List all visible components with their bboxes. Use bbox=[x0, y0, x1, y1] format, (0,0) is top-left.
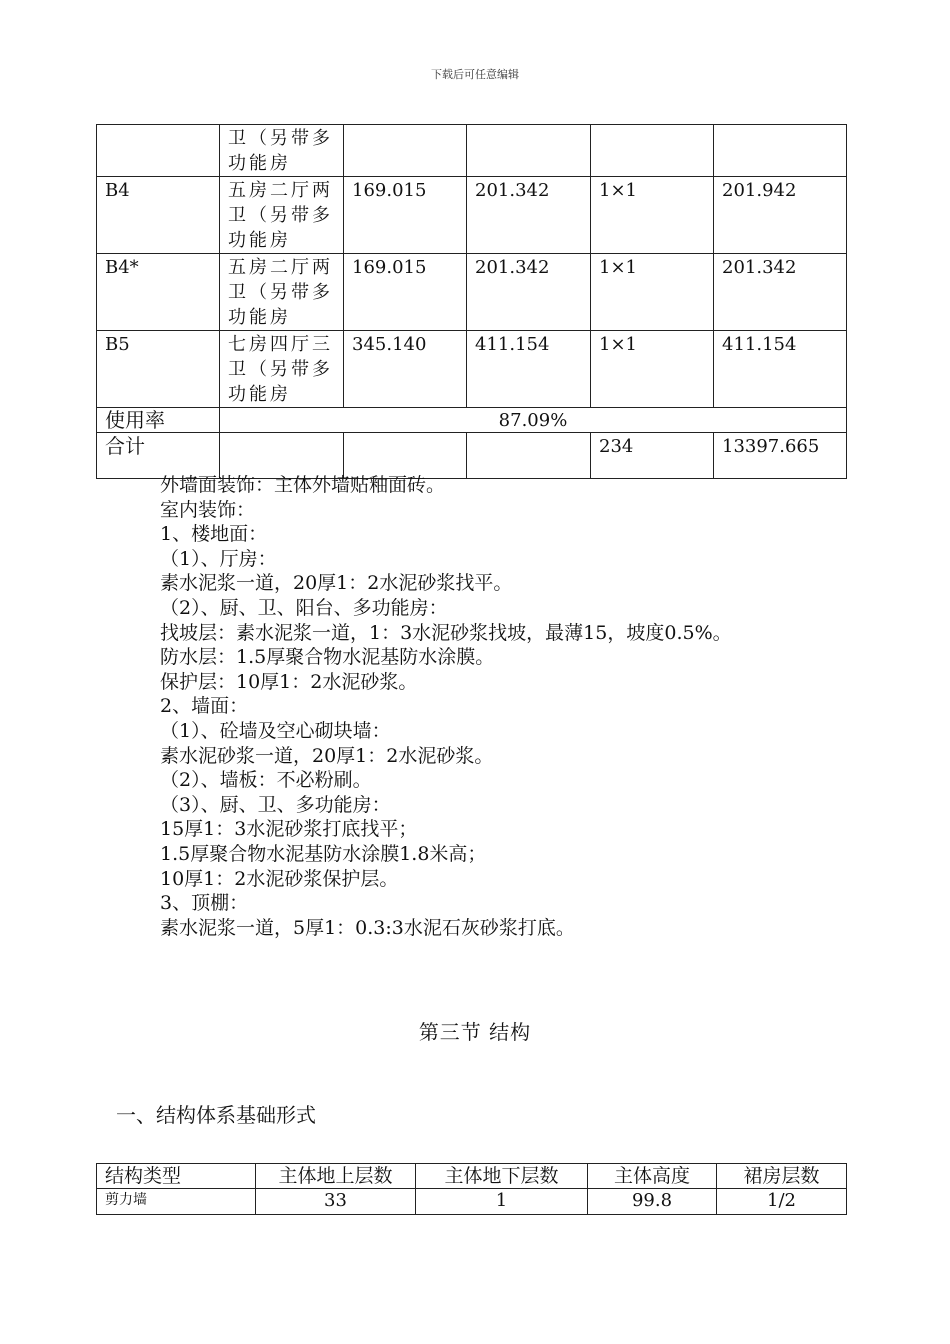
text-line: 1、楼地面： bbox=[160, 523, 268, 546]
table-row bbox=[97, 1189, 847, 1215]
header-cell: 结构类型 bbox=[97, 1164, 256, 1189]
table-row bbox=[97, 177, 847, 254]
cell-total: 201.342 bbox=[714, 254, 847, 331]
header-cell: 主体高度 bbox=[588, 1164, 717, 1189]
text-line: 15厚1：3水泥砂浆打底找平； bbox=[160, 818, 418, 841]
cell-name: 七房四厅三卫（另带多功能房 bbox=[220, 331, 344, 408]
sum-count: 234 bbox=[591, 433, 714, 479]
text-line: 素水泥砂浆一道，20厚1：2水泥砂浆。 bbox=[160, 744, 494, 767]
table-row bbox=[97, 254, 847, 331]
cell-total: 411.154 bbox=[714, 331, 847, 408]
decoration-spec-text bbox=[160, 473, 860, 940]
cell-type: B4* bbox=[97, 254, 220, 331]
page-header-note: 下载后可任意编辑 bbox=[431, 68, 519, 81]
cell-total: 201.942 bbox=[714, 177, 847, 254]
section-title: 第三节 结构 bbox=[418, 1020, 532, 1044]
usage-rate-value: 87.09% bbox=[220, 408, 847, 433]
sum-label: 合计 bbox=[97, 433, 220, 479]
cell-count: 1×1 bbox=[591, 331, 714, 408]
cell-area1: 169.015 bbox=[344, 177, 467, 254]
table-row bbox=[97, 331, 847, 408]
cell-total bbox=[714, 125, 847, 177]
usage-rate-label: 使用率 bbox=[97, 408, 220, 433]
table-header-row bbox=[97, 1164, 847, 1189]
header-cell: 裙房层数 bbox=[717, 1164, 847, 1189]
text-line: 找坡层：素水泥浆一道，1：3水泥砂浆找坡，最薄15，坡度0.5%。 bbox=[160, 621, 732, 644]
sub-heading: 一、结构体系基础形式 bbox=[116, 1103, 316, 1127]
cell-count: 1×1 bbox=[591, 254, 714, 331]
text-line: （1）、砼墙及空心砌块墙： bbox=[160, 719, 391, 742]
sum-row bbox=[97, 433, 847, 479]
table-row bbox=[97, 125, 847, 177]
cell-podium-floors: 1/2 bbox=[717, 1189, 847, 1215]
text-line: （3）、厨、卫、多功能房： bbox=[160, 793, 391, 816]
text-line: （1）、厅房： bbox=[160, 547, 277, 570]
cell-height: 99.8 bbox=[588, 1189, 717, 1215]
text-line: 2、墙面： bbox=[160, 695, 249, 718]
cell-area1: 345.140 bbox=[344, 331, 467, 408]
cell-area2: 201.342 bbox=[467, 254, 591, 331]
structure-system-table bbox=[96, 1163, 847, 1215]
cell-floors-above: 33 bbox=[256, 1189, 416, 1215]
sum-empty-cell bbox=[220, 433, 344, 479]
usage-rate-row bbox=[97, 408, 847, 433]
sum-empty-cell bbox=[467, 433, 591, 479]
cell-type bbox=[97, 125, 220, 177]
text-line: 外墙面装饰：主体外墙贴釉面砖。 bbox=[160, 474, 446, 496]
unit-area-table bbox=[96, 124, 847, 479]
text-line: 素水泥浆一道，5厚1：0.3:3水泥石灰砂浆打底。 bbox=[160, 916, 575, 939]
cell-structure-type: 剪力墙 bbox=[97, 1189, 256, 1215]
cell-name: 五房二厅两卫（另带多功能房 bbox=[220, 254, 344, 331]
sum-empty-cell bbox=[344, 433, 467, 479]
cell-area2 bbox=[467, 125, 591, 177]
cell-name: 五房二厅两卫（另带多功能房 bbox=[220, 177, 344, 254]
sum-total: 13397.665 bbox=[714, 433, 847, 479]
header-cell: 主体地上层数 bbox=[256, 1164, 416, 1189]
text-line: 素水泥浆一道，20厚1：2水泥砂浆找平。 bbox=[160, 572, 513, 595]
cell-type: B4 bbox=[97, 177, 220, 254]
text-line: 保护层：10厚1：2水泥砂浆。 bbox=[160, 670, 418, 693]
cell-area2: 411.154 bbox=[467, 331, 591, 408]
text-line: 1.5厚聚合物水泥基防水涂膜1.8米高； bbox=[160, 842, 487, 865]
cell-area1 bbox=[344, 125, 467, 177]
cell-area1: 169.015 bbox=[344, 254, 467, 331]
cell-type: B5 bbox=[97, 331, 220, 408]
text-line: 室内装饰： bbox=[160, 498, 256, 521]
cell-count: 1×1 bbox=[591, 177, 714, 254]
cell-area2: 201.342 bbox=[467, 177, 591, 254]
header-cell: 主体地下层数 bbox=[416, 1164, 588, 1189]
text-line: （2）、厨、卫、阳台、多功能房： bbox=[160, 596, 448, 619]
text-line: （2）、墙板：不必粉刷。 bbox=[160, 769, 372, 792]
cell-name: 卫（另带多功能房 bbox=[220, 125, 344, 177]
text-line: 10厚1：2水泥砂浆保护层。 bbox=[160, 867, 399, 890]
cell-floors-below: 1 bbox=[416, 1189, 588, 1215]
cell-count bbox=[591, 125, 714, 177]
text-line: 防水层：1.5厚聚合物水泥基防水涂膜。 bbox=[160, 646, 495, 669]
text-line: 3、顶棚： bbox=[160, 892, 249, 915]
